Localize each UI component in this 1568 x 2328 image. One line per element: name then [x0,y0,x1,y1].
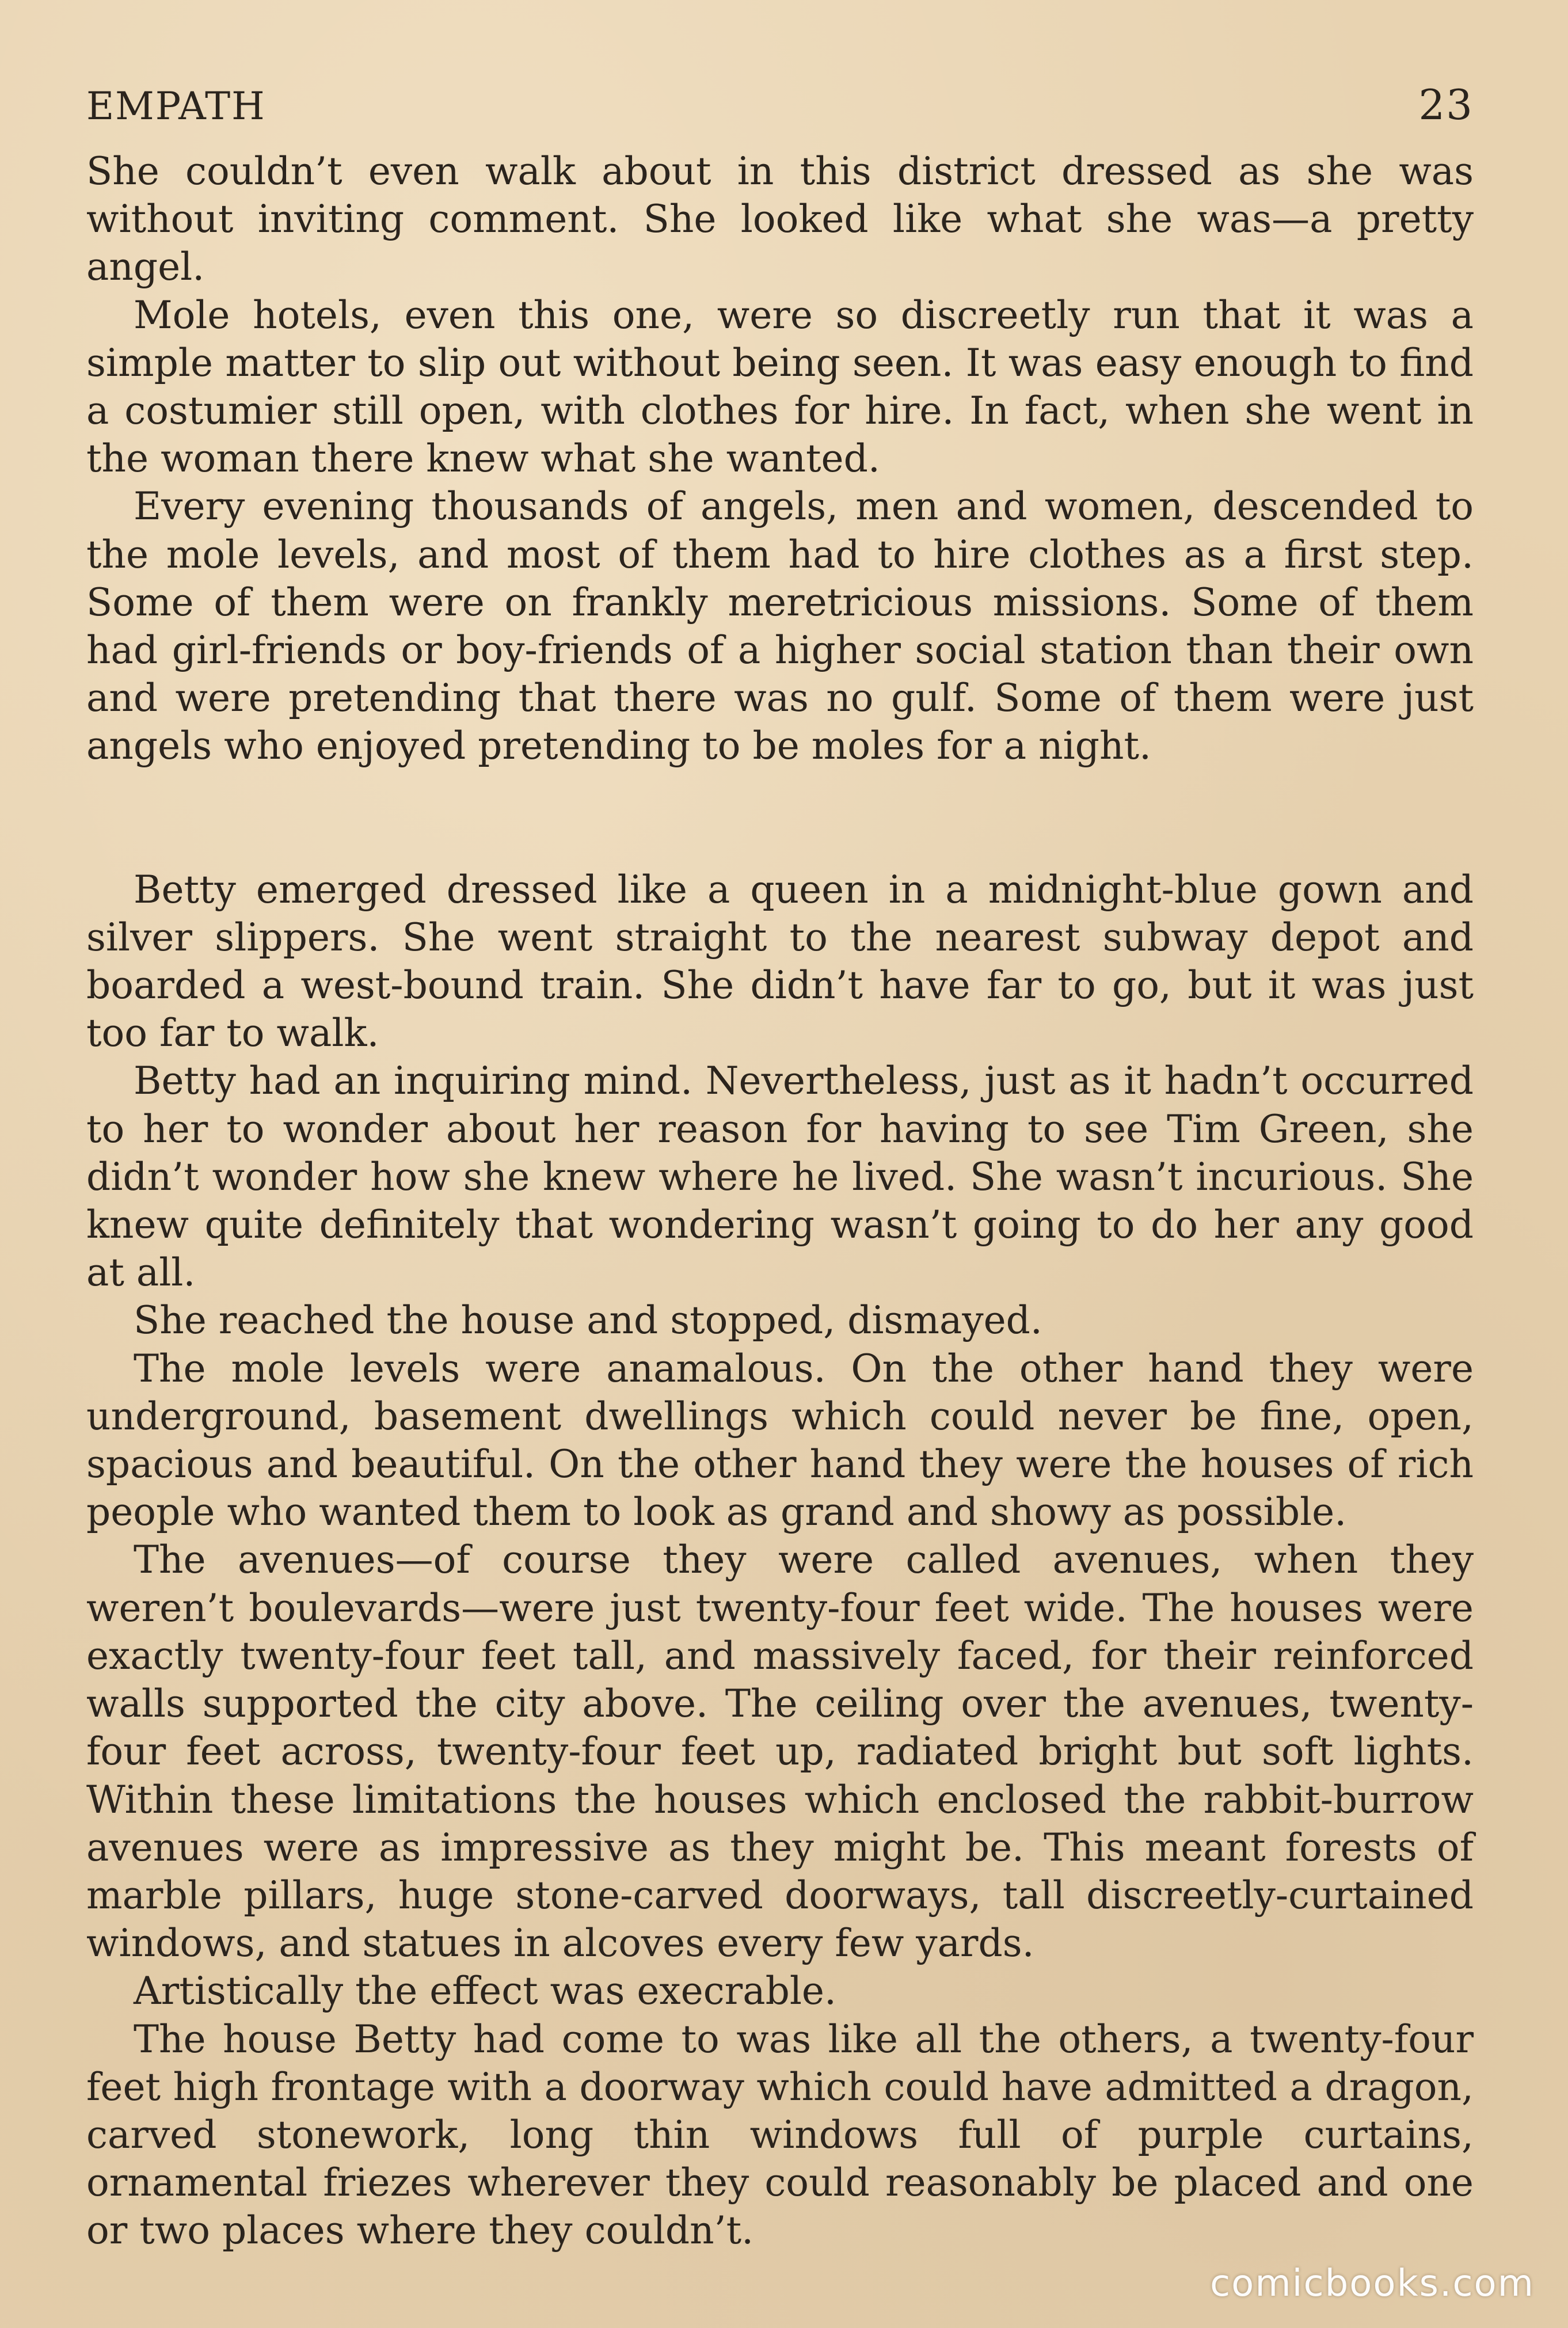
page-number: 23 [1418,81,1474,129]
paragraph: The avenues—of course they were called avenues, when they weren’t boulevards—were just twenty-four feet wide. The houses were exactly twenty-four feet tall, and massively faced, for their reinforced walls supported the city above. The ceiling over the avenues, twenty-four feet across, twenty-four feet up, radiated bright but soft lights. Within these limitations the houses which enclosed the rabbit-burrow avenues were as impressive as they might be. This meant forests of marble pillars, huge stone-carved doorways, tall discreetly-curtained windows, and statues in alcoves every few yards. [86,1538,1474,1966]
body-text [86,147,1474,2255]
paragraph: Mole hotels, even this one, were so discreetly run that it was a simple matter to slip out without being seen. It was easy enough to find a costumier still open, with clothes for hire. In fact, when she went in the woman there knew what she wanted. [86,292,1474,481]
paragraph: Every evening thousands of angels, men and women, descended to the mole levels, and most of them had to hire clothes as a first step. Some of them were on frankly meretricious missions. Some of them had girl-friends or boy-friends of a higher social station than their own and were pretending that there was no gulf. Some of them were just angels who enjoyed pretending to be moles for a night. [86,484,1474,769]
running-header [86,81,1474,144]
book-page [86,81,1474,2268]
paragraph: The house Betty had come to was like all the others, a twenty-four feet high frontage with a doorway which could have admitted a dragon, carved stonework, long thin windows full of purple curtains, ornamental friezes wherever they could reasonably be placed and one or two places where they couldn’t. [86,2017,1474,2253]
paragraph: Artistically the effect was execrable. [134,1969,836,2014]
section-break [86,770,1474,866]
running-title: EMPATH [86,84,266,128]
paragraph: Betty had an inquiring mind. Nevertheless, just as it hadn’t occurred to her to wonder about her reason for having to see Tim Green, she didn’t wonder how she knew where he lived. She wasn’t incurious. She knew quite definitely that wondering wasn’t going to do her any good at all. [86,1059,1474,1295]
paragraph: She couldn’t even walk about in this district dressed as she was without inviting comment. She looked like what she was—a pretty angel. [86,149,1474,290]
paragraph: The mole levels were anamalous. On the other hand they were underground, basement dwellings which could never be fine, open, spacious and beautiful. On the other hand they were the houses of rich people who wanted them to look as grand and showy as possible. [86,1346,1474,1535]
watermark: comicbooks.com [1209,2262,1535,2305]
paragraph: Betty emerged dressed like a queen in a midnight-blue gown and silver slippers. She went straight to the nearest subway depot and boarded a west-bound train. She didn’t have far to go, but it was just too far to walk. [86,867,1474,1056]
paragraph: She reached the house and stopped, dismayed. [134,1298,1042,1343]
